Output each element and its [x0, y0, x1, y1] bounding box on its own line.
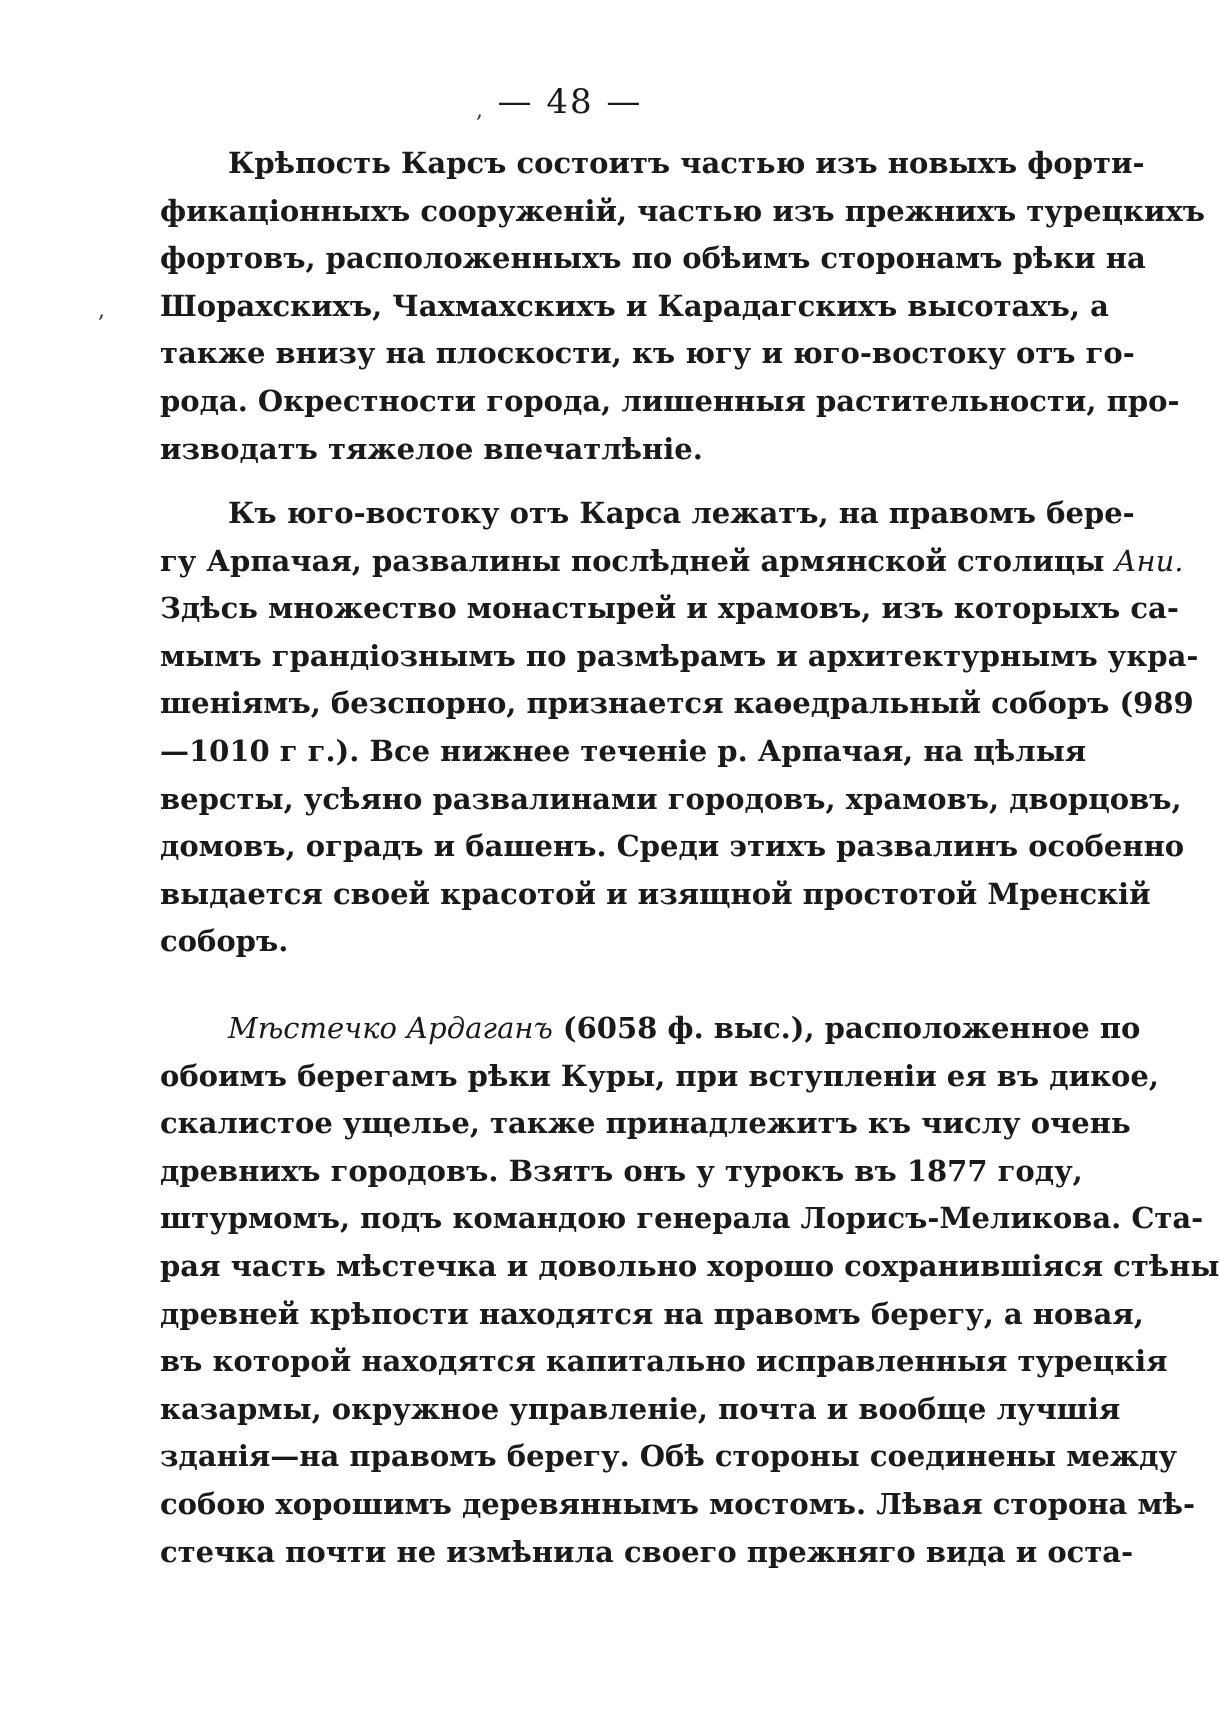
paragraph-1: [160, 140, 1205, 473]
paragraph-3: [160, 1005, 1220, 1576]
text-line: домовъ, оградъ и башенъ. Среди этихъ развалинъ особенно: [160, 829, 1185, 864]
text-line: скалистое ущелье, также принадлежитъ къ числу очень: [160, 1106, 1131, 1141]
text-line: фортовъ, расположенныхъ по обѣимъ сторонамъ рѣки на: [160, 241, 1146, 276]
paragraph-2: [160, 490, 1199, 966]
text-line: выдается своей красотой и изящной простотой Мренскій: [160, 876, 1151, 911]
text-line: въ которой находятся капитально исправленныя турецкія: [160, 1344, 1168, 1379]
text-line-part: (6058 ф. выс.), расположенное по: [562, 1011, 1141, 1045]
text-line-with-italic: [160, 1005, 1141, 1053]
text-line: штурмомъ, подъ командою генерала Лорисъ-Меликова. Ста-: [160, 1201, 1204, 1236]
text-line: древнихъ городовъ. Взятъ онъ у турокъ въ 1877 году,: [160, 1153, 1083, 1188]
text-line: Шорахскихъ, Чахмахскихъ и Карадагскихъ высотахъ, а: [160, 288, 1109, 323]
text-line-with-italic: [160, 538, 1184, 586]
text-line: казармы, окружное управленіе, почта и вообще лучшія: [160, 1391, 1121, 1426]
text-line-part: гу Арпачая, развалины послѣдней армянской столицы: [160, 543, 1105, 578]
italic-place-name: Ани.: [1114, 543, 1184, 578]
text-line: Къ юго-востоку отъ Карса лежатъ, на правомъ бере-: [228, 496, 1135, 530]
scan-mark: ,: [476, 98, 483, 123]
text-line: также внизу на плоскости, къ югу и юго-востоку отъ го-: [160, 336, 1135, 371]
scan-mark: ,: [98, 298, 105, 323]
text-line: —1010 г г.). Все нижнее теченіе р. Арпачая, на цѣлыя: [160, 733, 1087, 768]
text-line: рая часть мѣстечка и довольно хорошо сохранившіяся стѣны: [160, 1248, 1220, 1283]
text-line: изводатъ тяжелое впечатлѣніе.: [160, 431, 703, 466]
text-line: обоимъ берегамъ рѣки Куры, при вступленіи ея въ дикое,: [160, 1058, 1159, 1093]
text-line: зданія—на правомъ берегу. Обѣ стороны соединены между: [160, 1439, 1178, 1474]
text-line: собою хорошимъ деревяннымъ мостомъ. Лѣвая сторона мѣ-: [160, 1486, 1196, 1521]
text-line: стечка почти не измѣнила своего прежняго вида и оста-: [160, 1534, 1134, 1569]
text-line: рода. Окрестности города, лишенныя растительности, про-: [160, 383, 1180, 418]
text-line: Крѣпость Карсъ состоитъ частью изъ новыхъ форти-: [228, 146, 1145, 180]
text-line: шеніямъ, безспорно, признается каѳедральный соборъ (989: [160, 686, 1194, 721]
page-number: — 48 —: [497, 82, 643, 122]
text-line: соборъ.: [160, 924, 289, 959]
italic-place-name: Мѣстечко Ардаганъ: [228, 1011, 553, 1045]
text-line: Здѣсь множество монастырей и храмовъ, изъ которыхъ са-: [160, 591, 1179, 626]
text-line: древней крѣпости находятся на правомъ берегу, а новая,: [160, 1296, 1144, 1331]
text-line: версты, усѣяно развалинами городовъ, храмовъ, дворцовъ,: [160, 781, 1182, 816]
text-line: фикаціонныхъ сооруженій, частью изъ прежнихъ турецкихъ: [160, 193, 1205, 228]
text-line: мымъ грандіознымъ по размѣрамъ и архитектурнымъ укра-: [160, 638, 1199, 673]
